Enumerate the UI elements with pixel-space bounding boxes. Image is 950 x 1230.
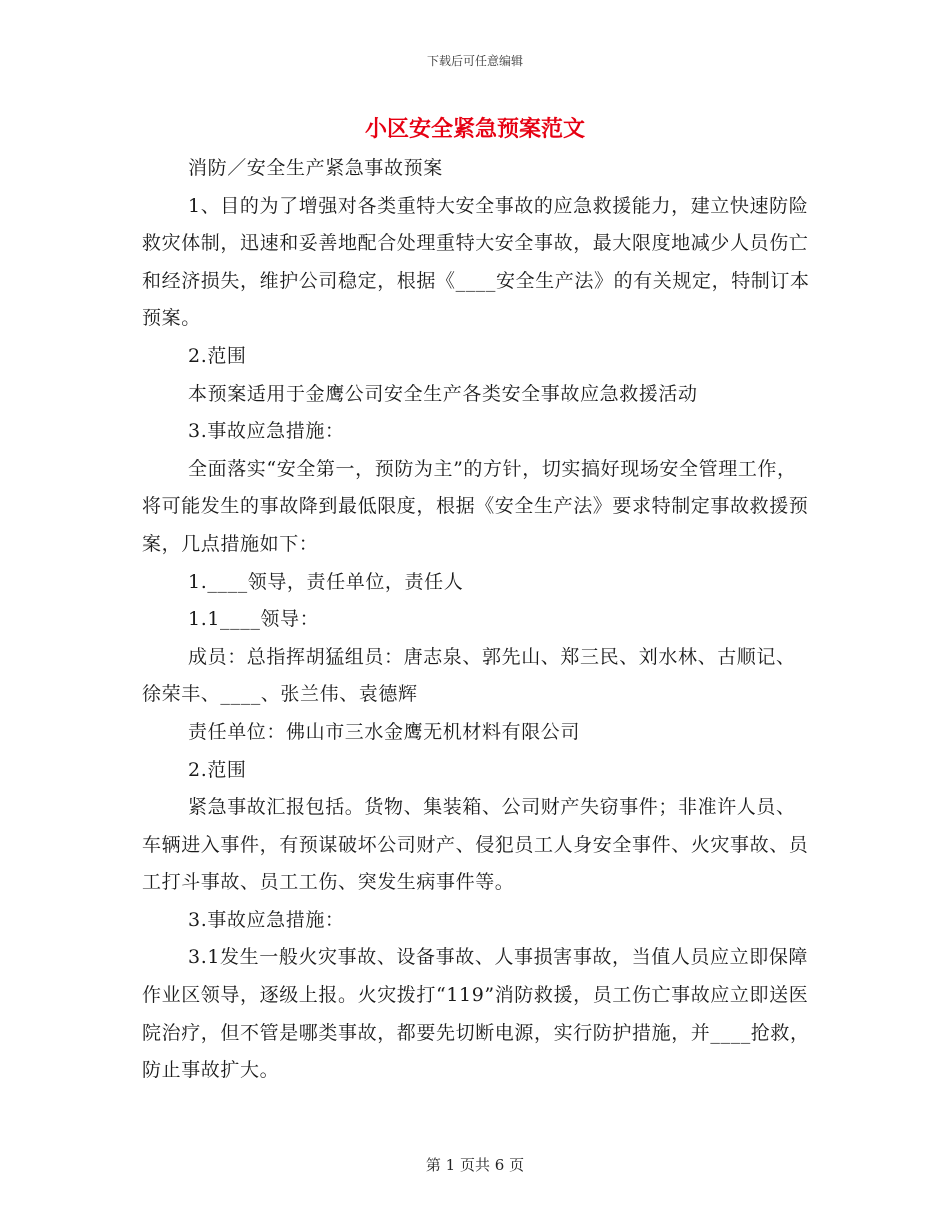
- paragraph-measures-heading-2: 3.事故应急措施：: [188, 908, 345, 931]
- paragraph-measures-intro: 全面落实“安全第一，预防为主”的方针，切实搞好现场安全管理工作，将可能发生的事故降到最低限度，根据《安全生产法》要求特制定事故救援预案，几点措施如下：: [142, 457, 809, 555]
- paragraph-leadership-sub: 1.1____领导：: [188, 608, 320, 631]
- document-body: [142, 150, 812, 1090]
- paragraph-scope-heading: 2.范围: [188, 344, 247, 367]
- paragraph-measures-heading: 3.事故应急措施：: [188, 420, 345, 443]
- paragraph-fire-incident-measures: 3.1发生一般火灾事故、设备事故、人事损害事故，当值人员应立即保障作业区领导，逐级上报。火灾拨打“119”消防救援，员工伤亡事故应立即送医院治疗，但不管是哪类事故，都要先切断电源，实行防护措施，并____抢救，防止事故扩大。: [142, 946, 810, 1082]
- page-header: 下载后可任意编辑: [426, 54, 523, 68]
- paragraph-fire-safety-plan: 消防／安全生产紧急事故预案: [188, 157, 443, 179]
- paragraph-emergency-reports: 紧急事故汇报包括。货物、集装箱、公司财产失窃事件；非准许人员、车辆进入事件，有预谋破坏公司财产、侵犯员工人身安全事件、火灾事故、员工打斗事故、员工工伤、突发生病事件等。: [142, 796, 809, 894]
- paragraph-responsible-unit: 责任单位：佛山市三水金鹰无机材料有限公司: [188, 720, 581, 743]
- paragraph-scope: 本预案适用于金鹰公司安全生产各类安全事故应急救援活动: [188, 382, 698, 405]
- document-title: 小区安全紧急预案范文: [364, 116, 585, 142]
- paragraph-leadership: 1.____领导，责任单位，责任人: [188, 570, 464, 593]
- paragraph-scope-heading-2: 2.范围: [188, 758, 247, 781]
- page-footer: 第 1 页共 6 页: [425, 1156, 525, 1174]
- paragraph-members: 成员：总指挥胡猛组员：唐志泉、郭先山、郑三民、刘水林、古顺记、徐荣丰、____、张兰伟、袁德辉: [142, 645, 796, 706]
- paragraph-purpose: 1、目的为了增强对各类重特大安全事故的应急救援能力，建立快速防险救灾体制，迅速和妥善地配合处理重特大安全事故，最大限度地减少人员伤亡和经济损失，维护公司稳定，根据《____安全生产法》的有关规定，特制订本预案。: [142, 194, 810, 330]
